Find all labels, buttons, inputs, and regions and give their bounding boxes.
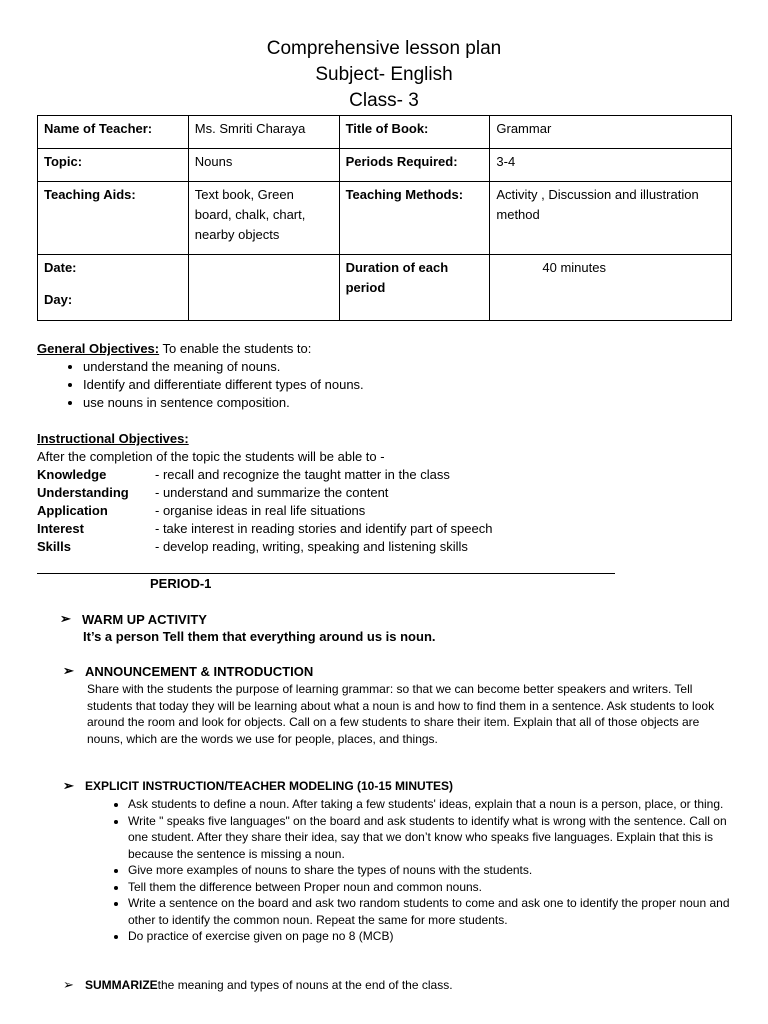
arrow-bullet-icon: ➢ (63, 977, 74, 992)
teacher-label: Name of Teacher: (38, 116, 189, 149)
general-objectives-intro: To enable the students to: (159, 341, 312, 356)
book-value: Grammar (490, 116, 732, 149)
book-label: Title of Book: (339, 116, 490, 149)
list-item: • Write " speaks five languages" on the board and ask students to identify what is wrong with the sentence. Call on one student. After they share their idea, say that we don’t know who speaks five languages. Explain that this is because the sentence is missing a noun. (128, 813, 736, 863)
objective-desc: - take interest in reading stories and identify part of speech (155, 521, 493, 536)
list-item: • Do practice of exercise given on page no 8 (MCB) (128, 928, 736, 945)
warm-up-text: It’s a person Tell them that everything around us is noun. (83, 629, 436, 644)
objective-name: Skills (37, 539, 71, 554)
document-header (0, 36, 768, 114)
topic-value: Nouns (188, 149, 339, 182)
topic-label: Topic: (38, 149, 189, 182)
objective-desc: - organise ideas in real life situations (155, 503, 366, 518)
objective-desc: - understand and summarize the content (155, 485, 389, 500)
general-objectives (37, 340, 732, 412)
list-item: • understand the meaning of nouns. (83, 358, 732, 376)
teacher-value: Ms. Smriti Charaya (188, 116, 339, 149)
instructional-objectives-intro: After the completion of the topic the students will be able to - (37, 449, 385, 464)
warm-up-heading (60, 611, 207, 627)
methods-label: Teaching Methods: (339, 182, 490, 255)
doc-class: Class- 3 (349, 90, 419, 111)
warm-up-title: WARM UP ACTIVITY (82, 611, 207, 627)
list-item: • Identify and differentiate different types of nouns. (83, 376, 732, 394)
duration-value (490, 255, 732, 321)
objective-desc: - develop reading, writing, speaking and listening skills (155, 539, 468, 554)
objective-row (37, 466, 732, 484)
duration-text: 40 minutes (542, 260, 606, 275)
instructional-objectives (37, 430, 732, 556)
objective-name: Understanding (37, 485, 129, 500)
explicit-title: EXPLICIT INSTRUCTION/TEACHER MODELING (10-15 MINUTES) (85, 779, 454, 793)
duration-label: Duration of each period (339, 255, 490, 321)
periods-value: 3-4 (490, 149, 732, 182)
general-objectives-list (37, 358, 732, 412)
aids-label: Teaching Aids: (38, 182, 189, 255)
announcement-title: ANNOUNCEMENT & INTRODUCTION (85, 663, 314, 679)
announcement-text: Share with the students the purpose of learning grammar: so that we can become better speakers and writers. Tell students that today they will be learning about what a noun is and how to find them in a sentence. Ask students to look around the room and look for objects. Call on a few students to share their item. Explain that all of those objects are nouns, which are the words we use for people, places, and things. (87, 682, 715, 746)
list-item: • Give more examples of nouns to share the types of nouns with the students. (128, 862, 736, 879)
methods-value: Activity , Discussion and illustration method (490, 182, 732, 255)
objective-row (37, 538, 732, 556)
arrow-bullet-icon: ➢ (60, 611, 71, 626)
explicit-list-wrap (106, 796, 736, 945)
objective-row (37, 502, 732, 520)
summarize-line (63, 977, 453, 993)
period-heading: PERIOD-1 (150, 576, 212, 591)
summarize-text: the meaning and types of nouns at the end of the class. (157, 978, 453, 992)
announcement-heading (63, 663, 313, 679)
summarize-bold: SUMMARIZE (85, 978, 158, 992)
instructional-objectives-heading: Instructional Objectives: (37, 431, 189, 446)
list-item: • Write a sentence on the board and ask two random students to come and ask one to identify the proper noun and other to identify the common noun. Repeat the same for more students. (128, 895, 736, 928)
lesson-info-table (37, 115, 732, 321)
arrow-bullet-icon: ➢ (63, 778, 74, 793)
general-objectives-heading: General Objectives: (37, 341, 160, 356)
objective-row (37, 484, 732, 502)
date-day-cell (38, 255, 189, 321)
periods-label: Periods Required: (339, 149, 490, 182)
explicit-list (106, 796, 736, 945)
list-item: • use nouns in sentence composition. (83, 394, 732, 412)
aids-value: Text book, Green board, chalk, chart, nearby objects (188, 182, 339, 255)
date-value (188, 255, 339, 321)
explicit-heading (63, 778, 453, 794)
doc-title: Comprehensive lesson plan (266, 38, 502, 59)
doc-subject: Subject- English (315, 64, 453, 85)
list-item: • Ask students to define a noun. After taking a few students' ideas, explain that a noun is a person, place, or thing. (128, 796, 736, 813)
objective-name: Application (37, 503, 108, 518)
objective-name: Knowledge (37, 467, 107, 482)
date-label: Date: (44, 260, 77, 275)
objective-name: Interest (37, 521, 84, 536)
list-item: • Tell them the difference between Proper noun and common nouns. (128, 879, 736, 896)
objective-desc: - recall and recognize the taught matter in the class (155, 467, 450, 482)
section-divider (37, 573, 615, 574)
objective-row (37, 520, 732, 538)
day-label: Day: (44, 292, 73, 307)
arrow-bullet-icon: ➢ (63, 663, 74, 678)
